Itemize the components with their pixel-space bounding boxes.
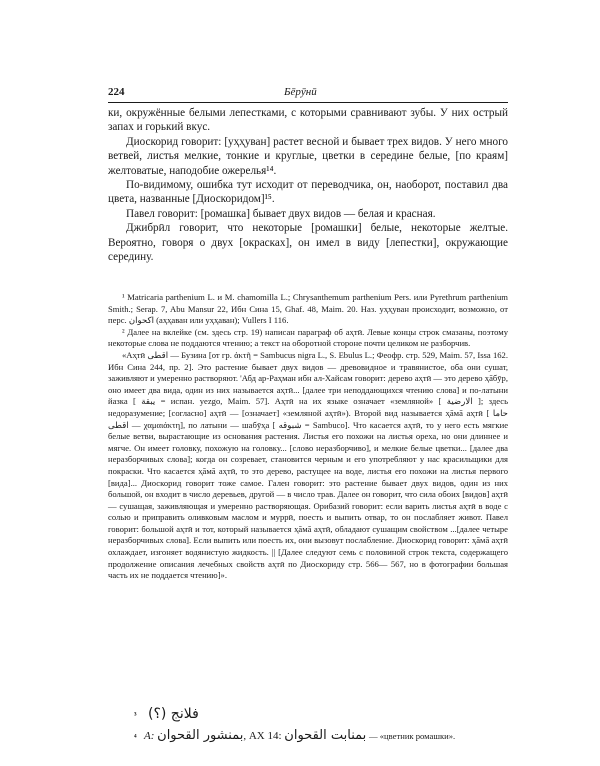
main-text (108, 106, 508, 264)
footnote-4-gloss: — «цветник ромашки». (369, 731, 456, 741)
paragraph-3: По-видимому, ошибка тут исходит от переводчика, он, наоборот, поставил два цвета, названные [Диоскоридом]¹⁵. (108, 179, 508, 206)
footnote-2-intro: ² Далее на вклейке (см. здесь стр. 19) написан параграф об аҳтӣ. Левые концы строк смазаны, поэтому некоторые слова не поддаются чтению; а текст на оборотной стороне почти целиком не разборчив. (108, 326, 508, 349)
paragraph-5: Джибрӣл говорит, что некоторые [ромашки] белые, некоторые желтые. Вероятно, говоря о двух [окрасках], он имел в виду [лепестки], окружающие середину. (108, 222, 508, 264)
running-head (108, 86, 508, 100)
paragraph-1: ки, окружённые белыми лепестками, с которыми сравнивают зубы. У них острый запах и горький вкус. (108, 107, 508, 134)
footnote-4-marker: ⁴ (134, 732, 137, 742)
footnote-3-marker: ³ (134, 710, 137, 720)
paragraph-4: Павел говорит: [ромашка] бывает двух видов — белая и красная. (126, 207, 436, 220)
footnotes (108, 292, 508, 582)
running-title: Бēрӯнӣ (284, 86, 317, 98)
footnote-4-arabic-1: بمنشور القحوان (157, 728, 244, 743)
footnote-4-mid: , AX 14: (243, 730, 282, 742)
page-number: 224 (108, 86, 125, 98)
footnote-4-arabic-2: بمنابت القحوان (284, 728, 367, 743)
footnote-2-quote: «Аҳтӣ اقطى — Бузина [от гр. ἀκτῆ = Sambucus nigra L., S. Ebulus L.; Феофр. стр. 529, Maim. 57, Issa 162. Ибн Сина 244, пр. 2]. Это растение бывает двух видов — древовидное и травянистое, оба они сушат, заживляют и умеренно растворяют. 'Абд ар-Раҳман ибн ал-Хайсам говорит: дерево аҳтӣ — это дерево ҳāбӯр, оно имеет два вида, один из них называется аҳтӣ... [далее три неподдающихся чтению слова] и по-латыни йазка [ يبقة = испан. yezgo, Maim. 57]. Аҳтӣ на их языке означает «земляной» [ الارضية ]; здесь недоразумение; [согласно] аҳтӣ — [означает] «земляной аҳтӣ»). Второй вид называется ҳāмā аҳтӣ [ حاما اقطى — χαμαιάκτη], по латыни — шабӯҳа [ شبوقه = Sambuco]. Что касается аҳтӣ, то у него есть мягкие белые ветви, вырастающие из основания растения. Листья его похожи на листья ореха, но они длиннее и мягче. Он имеет головку, похожую на головку... [слово неразборчиво], и мелкие белые цветки... [далее два неразборчивых слова]; когда он созревает, становится черным и его употребляют у нас красильщики для покраски. Что касается ҳāмā аҳтӣ, то это дерево, растущее на воде, листья его похожи на листья первого [вида]... Диоскорид говорит тоже самое. Гален говорит: это растение бывает двух видов, один из них большой, он входит в число деревьев, другой — в число трав. Далее он говорит, что сила обоих [видов] аҳтӣ — сушащая, заживляющая и умеренно растворяющая. Орибазий говорит: если варить листья аҳтӣ в воде с солью и приправить оливковым маслом и муррӣ, поесть и выпить отвар, то он послабляет живот. Павел говорит: большой аҳтӣ и тот, который называется ҳāмā аҳтӣ, обладают сушащим свойством ...[далее четыре неразборчивых слова]. Если выпить или поесть их, они вызовут послабление. Диоскорид говорит: ҳāмā аҳтӣ охлаждает, изгоняет водянистую жидкость. || [Далее следуют семь с половиной строк текста, содержащего продолжение описания лечебных свойств аҳтӣ по Диоскориду стр. 566— 567, но в фотографии большая часть их не поддается чтению]». (108, 349, 509, 581)
paragraph-2: Диоскорид говорит: [уҳҳуван] растет весной и бывает трех видов. У него много ветвей, листья мелкие, тонкие и круглые, цветки в середине белые, [по краям] желтоватые, наподобие ожерелья¹⁴. (108, 135, 508, 177)
footnote-4-label: A: (144, 730, 155, 742)
footnote-4-text (134, 728, 455, 743)
footnote-3-arabic: فلانج (؟) (148, 706, 199, 722)
footnote-1: ¹ Matricaria parthenium L. и M. chamomilla L.; Chrysanthemum parthenium Pers. или Pyrethrum parthenium Smith.; Serap. 7, Abu Mansur 22, Ибн Сина 15, Ghaf. 48, Maim. 20. Наз. уҳҳуван происходит, возможно, от перс. اكحوان (аҳҳаван или уҳҳаван); Vullers I 116. (108, 292, 508, 326)
header-rule (108, 102, 508, 103)
